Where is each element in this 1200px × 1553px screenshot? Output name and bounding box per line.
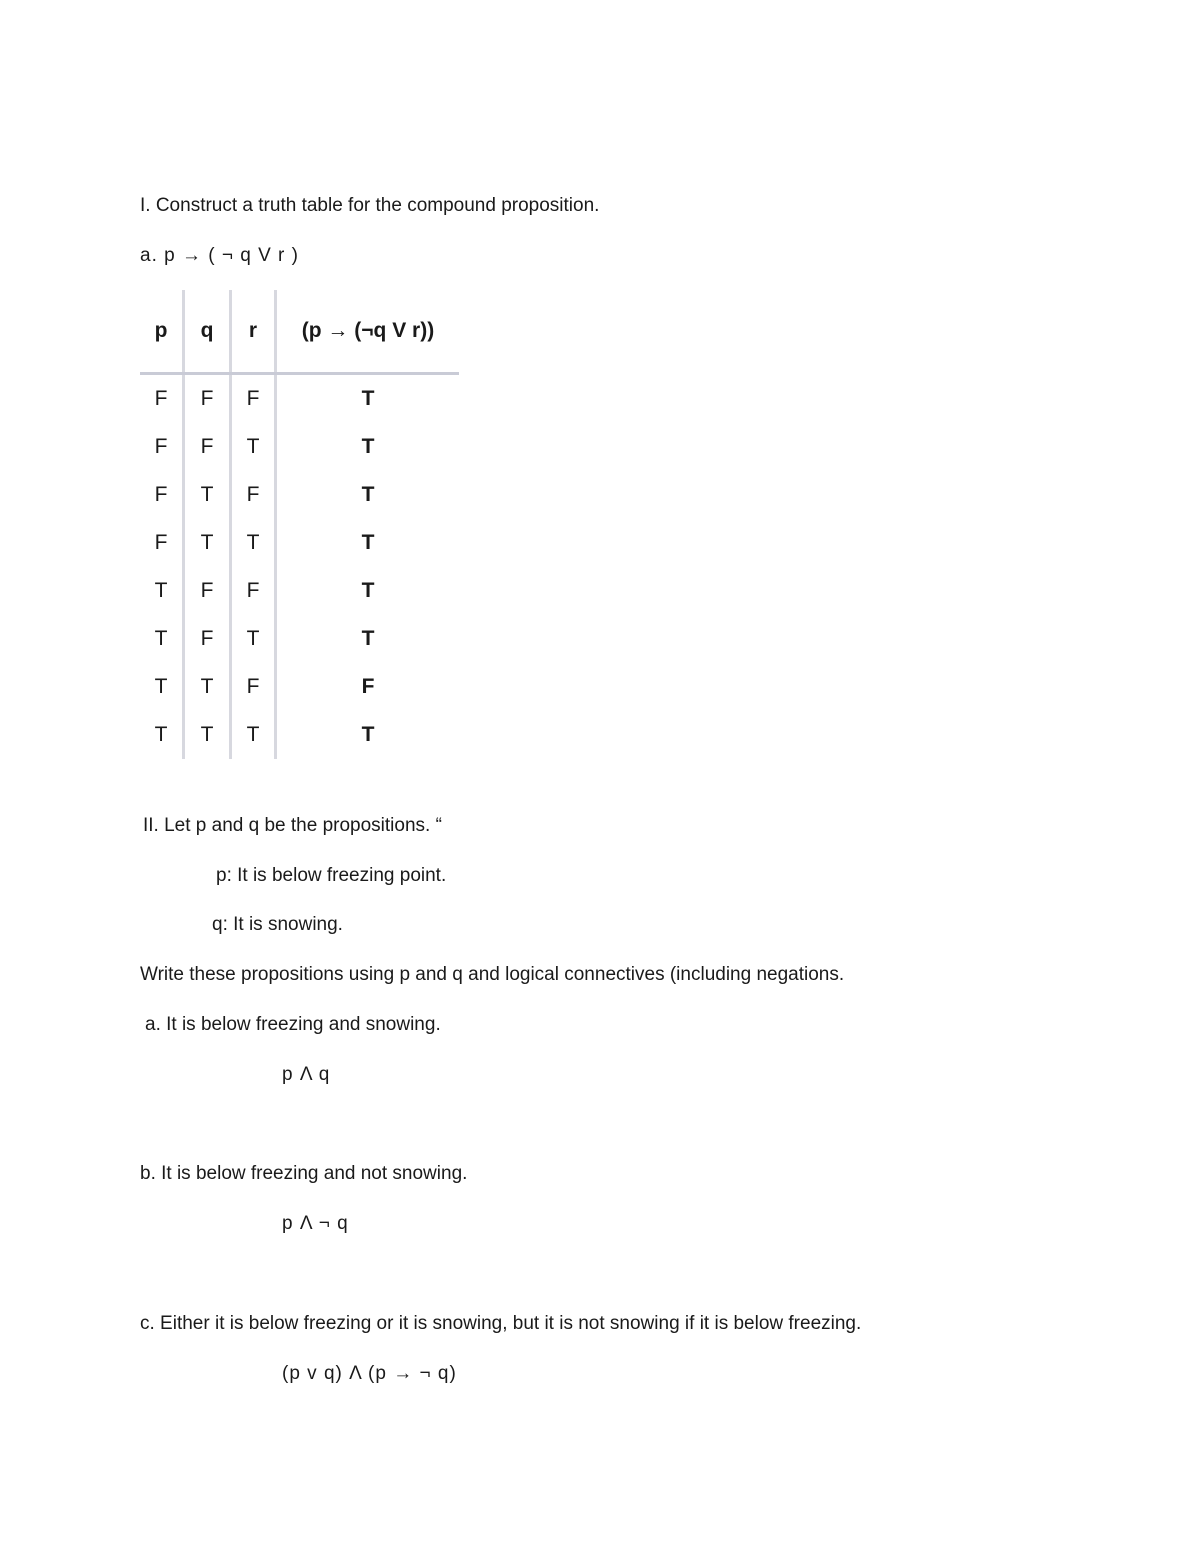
answer-a: p Λ q bbox=[282, 1064, 331, 1085]
table-row bbox=[140, 663, 459, 711]
question-a: a. It is below freezing and snowing. bbox=[145, 1014, 441, 1035]
cell-result: T bbox=[361, 483, 375, 506]
cell-p: T bbox=[140, 567, 184, 615]
cell-p: T bbox=[140, 711, 184, 759]
header-p: p bbox=[140, 290, 184, 374]
table-row bbox=[140, 374, 459, 424]
cell-q: F bbox=[184, 374, 231, 424]
cell-q: T bbox=[184, 471, 231, 519]
cell-result: T bbox=[361, 387, 375, 410]
part1-item-a: a. p → ( ¬ q V r ) bbox=[140, 245, 299, 266]
cell-p: F bbox=[140, 471, 184, 519]
question-b: b. It is below freezing and not snowing. bbox=[140, 1163, 468, 1184]
table-row bbox=[140, 423, 459, 471]
cell-r: T bbox=[231, 711, 276, 759]
table-row bbox=[140, 567, 459, 615]
cell-p: F bbox=[140, 374, 184, 424]
header-result: (p → (¬q V r)) bbox=[276, 290, 460, 374]
cell-q: T bbox=[184, 519, 231, 567]
cell-result: T bbox=[361, 531, 375, 554]
definition-p: p: It is below freezing point. bbox=[216, 865, 447, 886]
cell-result: T bbox=[361, 435, 375, 458]
cell-q: F bbox=[184, 567, 231, 615]
cell-result: F bbox=[361, 675, 375, 698]
cell-r: T bbox=[231, 423, 276, 471]
cell-r: T bbox=[231, 615, 276, 663]
cell-q: F bbox=[184, 423, 231, 471]
instruction-text: Write these propositions using p and q and logical connectives (including negations. bbox=[140, 964, 845, 985]
cell-p: F bbox=[140, 519, 184, 567]
table-row bbox=[140, 519, 459, 567]
answer-b: p Λ ¬ q bbox=[282, 1213, 349, 1234]
question-c: c. Either it is below freezing or it is snowing, but it is not snowing if it is below freezing. bbox=[140, 1313, 862, 1334]
cell-result: T bbox=[361, 579, 375, 602]
cell-q: T bbox=[184, 663, 231, 711]
cell-p: T bbox=[140, 615, 184, 663]
header-r: r bbox=[231, 290, 276, 374]
cell-r: F bbox=[231, 567, 276, 615]
cell-p: T bbox=[140, 663, 184, 711]
truth-table-header-row bbox=[140, 290, 459, 374]
cell-result: T bbox=[361, 627, 375, 650]
cell-r: F bbox=[231, 374, 276, 424]
truth-table bbox=[140, 290, 459, 759]
answer-c: (p v q) Λ (p → ¬ q) bbox=[282, 1363, 457, 1384]
definition-q: q: It is snowing. bbox=[212, 914, 343, 935]
table-row bbox=[140, 711, 459, 759]
header-q: q bbox=[184, 290, 231, 374]
part2-heading: II. Let p and q be the propositions. “ bbox=[143, 815, 442, 836]
table-row bbox=[140, 615, 459, 663]
cell-r: F bbox=[231, 663, 276, 711]
cell-p: F bbox=[140, 423, 184, 471]
part1-heading: I. Construct a truth table for the compound proposition. bbox=[140, 195, 600, 216]
cell-r: F bbox=[231, 471, 276, 519]
cell-r: T bbox=[231, 519, 276, 567]
cell-result: T bbox=[361, 723, 375, 746]
table-row bbox=[140, 471, 459, 519]
truth-table-body bbox=[140, 374, 459, 760]
cell-q: F bbox=[184, 615, 231, 663]
cell-q: T bbox=[184, 711, 231, 759]
